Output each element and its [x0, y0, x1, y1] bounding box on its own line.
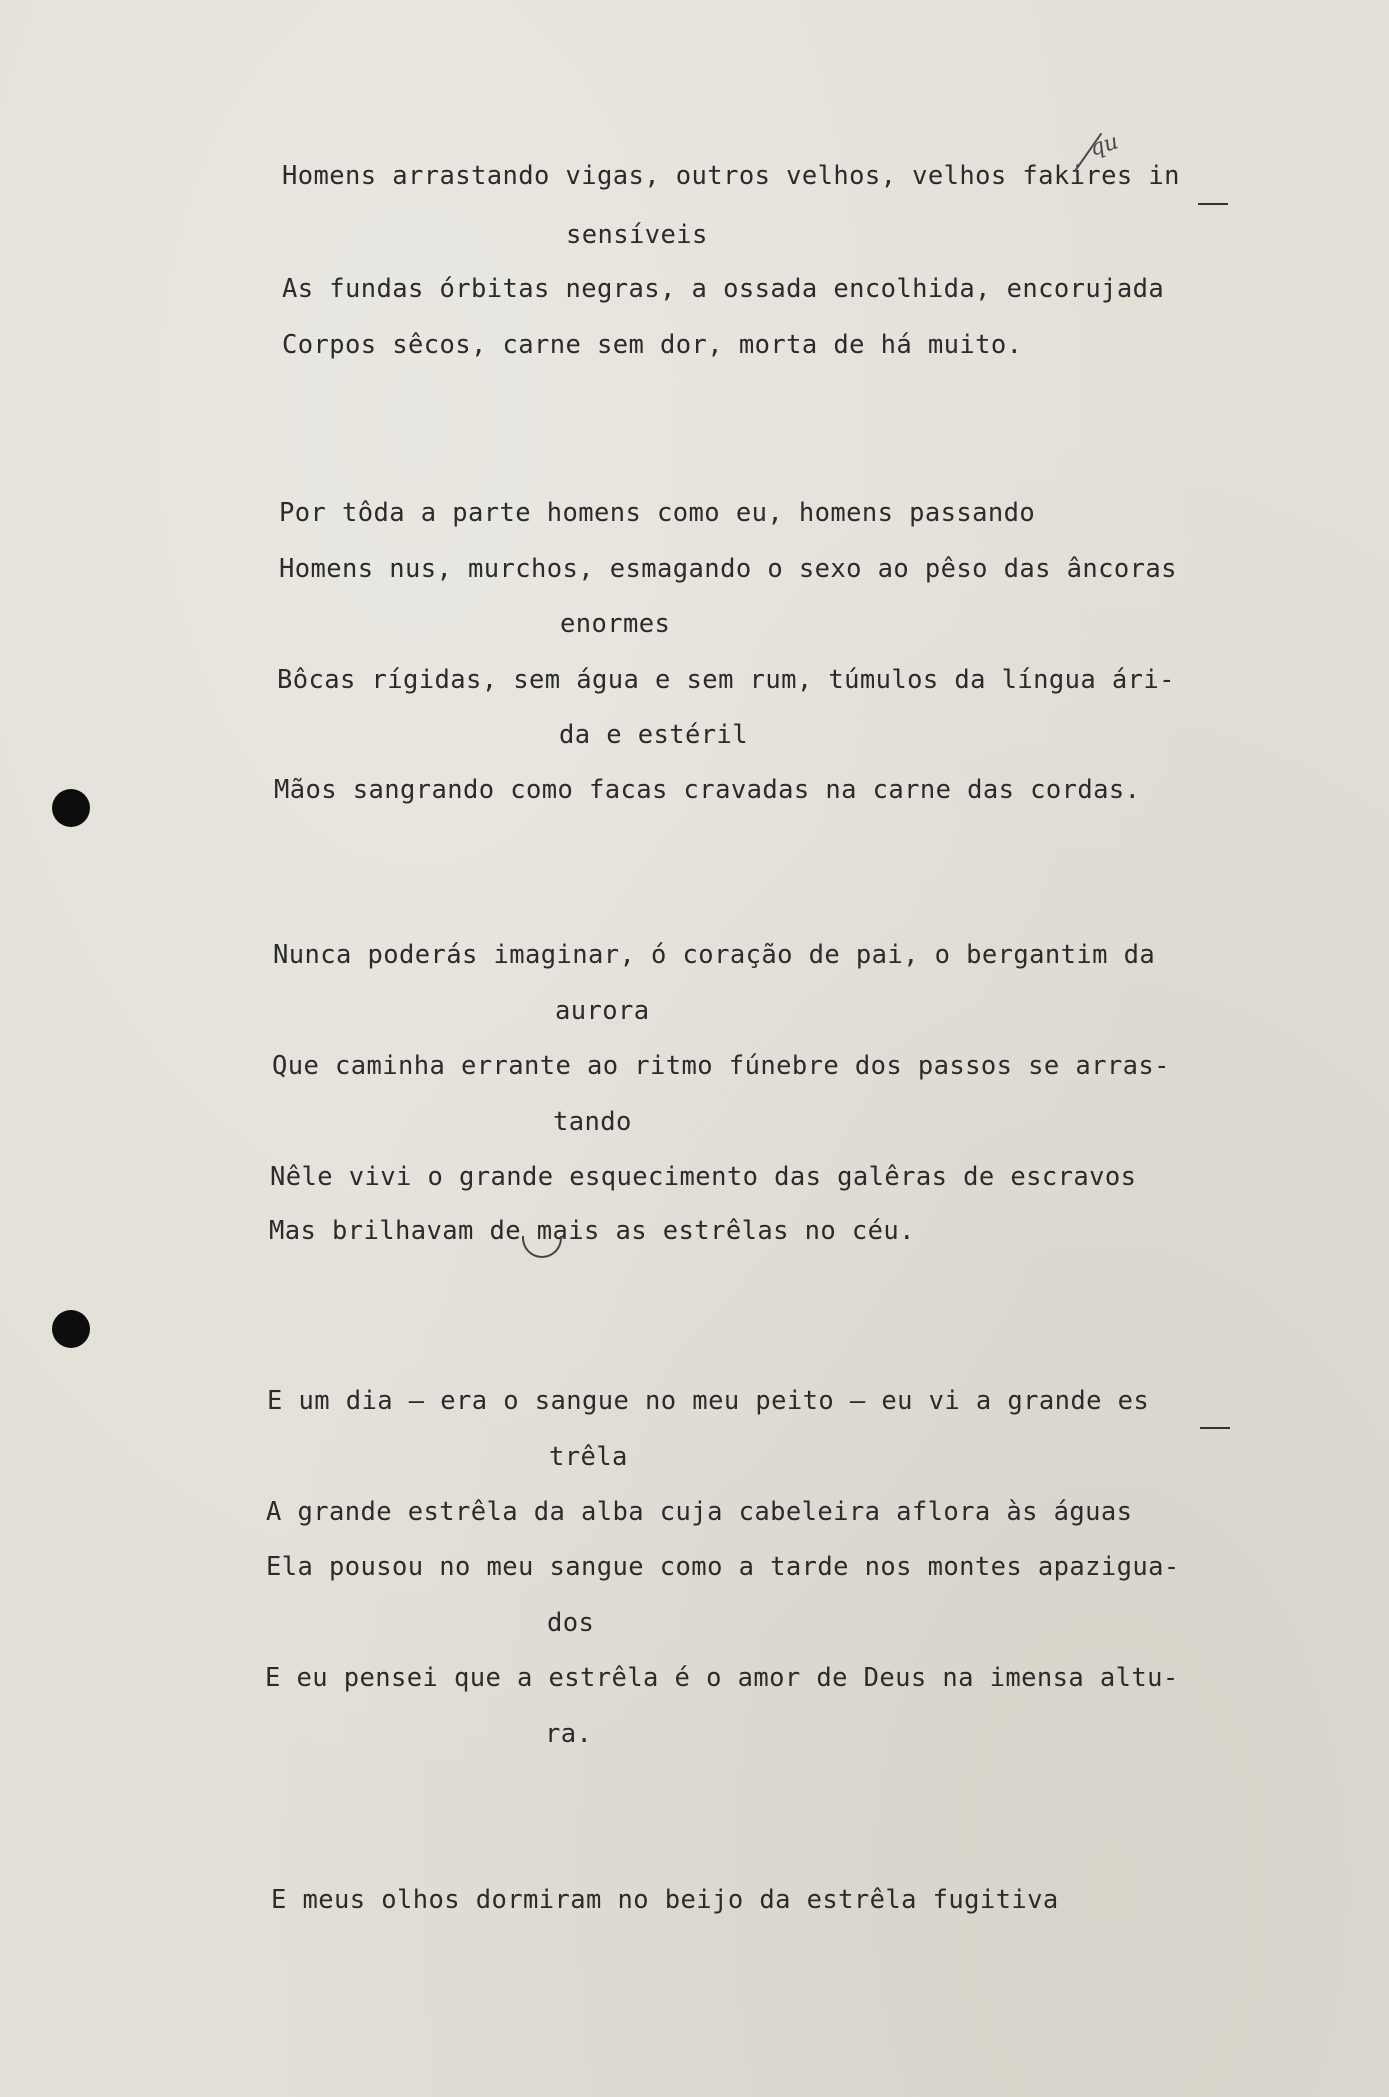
poem-line-continuation: ra. — [545, 1719, 593, 1749]
poem-line: Nunca poderás imaginar, ó coração de pai, o bergantim da — [273, 940, 1156, 970]
poem-line: Homens nus, murchos, esmagando o sexo ao pêso das âncoras — [279, 554, 1177, 584]
poem-line: E meus olhos dormiram no beijo da estrêla fugitiva — [271, 1885, 1059, 1915]
poem-line-continuation: sensíveis — [566, 220, 708, 250]
poem-line: As fundas órbitas negras, a ossada encolhida, encorujada — [282, 274, 1165, 304]
handwritten-correction: qu — [1086, 129, 1122, 162]
handwritten-join-mark — [522, 1236, 562, 1258]
poem-line-continuation: trêla — [549, 1442, 628, 1472]
poem-line: Que caminha errante ao ritmo fúnebre dos passos se arras- — [272, 1051, 1170, 1081]
poem-line: Homens arrastando vigas, outros velhos, velhos fakires in — [282, 161, 1180, 191]
poem-line: Corpos sêcos, carne sem dor, morta de há muito. — [282, 330, 1023, 360]
poem-line: E um dia — era o sangue no meu peito — eu vi a grande es — [267, 1386, 1150, 1416]
poem-line-continuation: tando — [553, 1107, 632, 1137]
poem-line: Mãos sangrando como facas cravadas na carne das cordas. — [274, 775, 1141, 805]
poem-line-continuation: enormes — [560, 609, 671, 639]
poem-line: A grande estrêla da alba cuja cabeleira aflora às águas — [266, 1497, 1133, 1527]
punch-hole — [52, 789, 90, 827]
typed-underline — [1198, 203, 1228, 205]
poem-line: E eu pensei que a estrêla é o amor de Deus na imensa altu- — [265, 1663, 1179, 1693]
punch-hole — [52, 1310, 90, 1348]
poem-line: Ela pousou no meu sangue como a tarde nos montes apazigua- — [266, 1552, 1180, 1582]
poem-line: Mas brilhavam de mais as estrêlas no céu. — [269, 1216, 915, 1246]
poem-line-continuation: da e estéril — [559, 720, 749, 750]
poem-line: Por tôda a parte homens como eu, homens passando — [279, 498, 1036, 528]
typed-underline — [1200, 1427, 1230, 1429]
poem-line: Bôcas rígidas, sem água e sem rum, túmulos da língua ári- — [277, 665, 1175, 695]
poem-line-continuation: dos — [547, 1608, 595, 1638]
poem-line: Nêle vivi o grande esquecimento das galêras de escravos — [270, 1162, 1137, 1192]
poem-line-continuation: aurora — [555, 996, 650, 1026]
